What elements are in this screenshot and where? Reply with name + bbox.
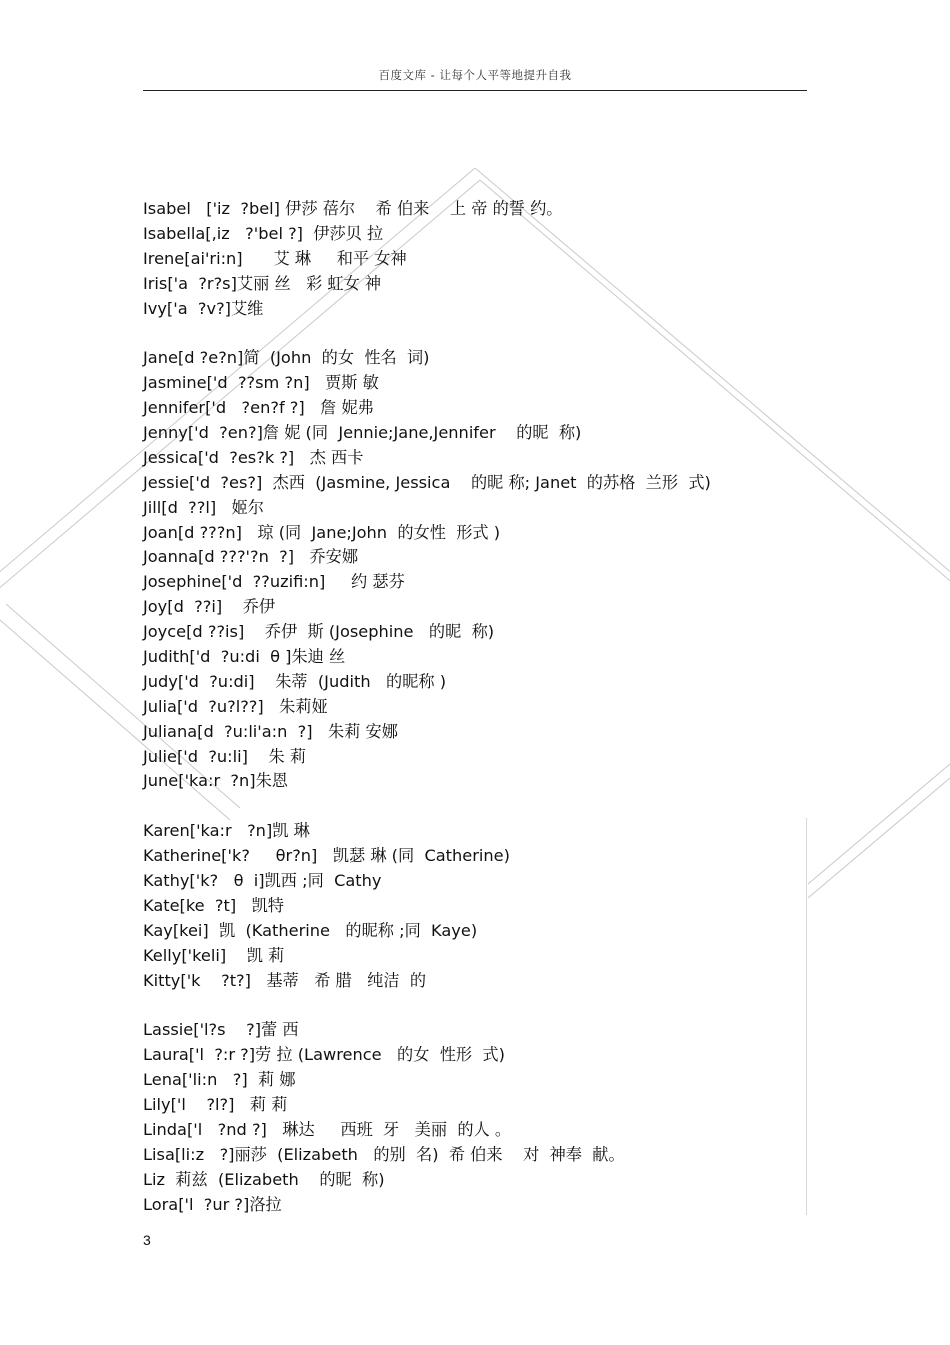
name-entry: Joanna[d ???'?n ?] 乔安娜 [143, 547, 359, 567]
name-entry: Kay[kei] 凯 (Katherine 的昵称 ;同 Kaye) [143, 920, 478, 940]
name-entry: Judith['d ?u:di θ ]朱迪 丝 [143, 647, 346, 667]
page-number: 3 [143, 1232, 151, 1248]
name-entry: Lassie['l?s ?]蕾 西 [143, 1020, 299, 1040]
name-entry: Iris['a ?r?s]艾丽 丝 彩 虹女 神 [143, 273, 382, 293]
name-entry: Jessie['d ?es?] 杰西 (Jasmine, Jessica 的昵 称; Janet 的苏格 兰形 式) [143, 472, 711, 492]
name-entry: Kelly['keli] 凯 莉 [143, 945, 285, 965]
group-i [143, 197, 783, 321]
group-spacer [143, 994, 783, 1019]
name-entry: Linda['l ?nd ?] 琳达 西班 牙 美丽 的人 。 [143, 1119, 512, 1139]
name-entry: Jennifer['d ?en?f ?] 詹 妮弗 [143, 398, 374, 418]
name-entry: Irene[ai'ri:n] 艾 琳 和平 女神 [143, 248, 407, 268]
header-divider [143, 90, 807, 91]
group-spacer [143, 321, 783, 346]
group-j [143, 346, 783, 794]
name-entry: Jessica['d ?es?k ?] 杰 西卡 [143, 447, 364, 467]
name-entry: Judy['d ?u:di] 朱蒂 (Judith 的昵称 ) [143, 671, 447, 691]
name-entry: Liz 莉兹 (Elizabeth 的昵 称) [143, 1169, 385, 1189]
name-entry: Jasmine['d ??sm ?n] 贾斯 敏 [143, 373, 379, 393]
name-entry: Isabella[,iz ?'bel ?] 伊莎贝 拉 [143, 223, 384, 243]
group-l [143, 1018, 783, 1217]
name-entry: Karen['ka:r ?n]凯 琳 [143, 821, 310, 841]
name-entry: Lora['l ?ur ?]洛拉 [143, 1194, 282, 1214]
name-entry: June['ka:r ?n]朱恩 [143, 771, 288, 791]
name-entry: Juliana[d ?u:li'a:n ?] 朱莉 安娜 [143, 721, 398, 741]
right-edge-line [806, 818, 807, 1215]
name-entry: Jane[d ?e?n]简 (John 的女 性名 词) [143, 348, 430, 368]
name-list [143, 197, 783, 1218]
name-entry: Lena['li:n ?] 莉 娜 [143, 1070, 296, 1090]
name-entry: Julie['d ?u:li] 朱 莉 [143, 746, 307, 766]
group-spacer [143, 794, 783, 819]
name-entry: Kathy['k? θ i]凯西 ;同 Cathy [143, 871, 382, 891]
name-entry: Katherine['k? θr?n] 凯瑟 琳 (同 Catherine) [143, 846, 510, 866]
name-entry: Joan[d ???n] 琼 (同 Jane;John 的女性 形式 ) [143, 522, 501, 542]
name-entry: Lily['l ?l?] 莉 莉 [143, 1095, 288, 1115]
name-entry: Julia['d ?u?l??] 朱莉娅 [143, 696, 328, 716]
group-k [143, 819, 783, 993]
header-title: 百度文库 - 让每个人平等地提升自我 [378, 68, 572, 82]
name-entry: Ivy['a ?v?]艾维 [143, 298, 264, 318]
name-entry: Laura['l ?:r ?]劳 拉 (Lawrence 的女 性形 式) [143, 1045, 505, 1065]
name-entry: Joy[d ??i] 乔伊 [143, 597, 276, 617]
name-entry: Jenny['d ?en?]詹 妮 (同 Jennie;Jane,Jennifer 的昵 称) [143, 423, 582, 443]
name-entry: Lisa[li:z ?]丽莎 (Elizabeth 的别 名) 希 伯来 对 神奉 献。 [143, 1144, 625, 1164]
name-entry: Jill[d ??l] 姬尔 [143, 497, 264, 517]
name-entry: Isabel ['iz ?bel] 伊莎 蓓尔 希 伯来 上 帝 的誓 约。 [143, 199, 563, 218]
name-entry: Josephine['d ??uzifi:n] 约 瑟芬 [143, 572, 405, 592]
name-entry: Kitty['k ?t?] 基蒂 希 腊 纯洁 的 [143, 970, 427, 990]
name-entry: Joyce[d ??is] 乔伊 斯 (Josephine 的昵 称) [143, 622, 495, 642]
name-entry: Kate[ke ?t] 凯特 [143, 895, 284, 915]
